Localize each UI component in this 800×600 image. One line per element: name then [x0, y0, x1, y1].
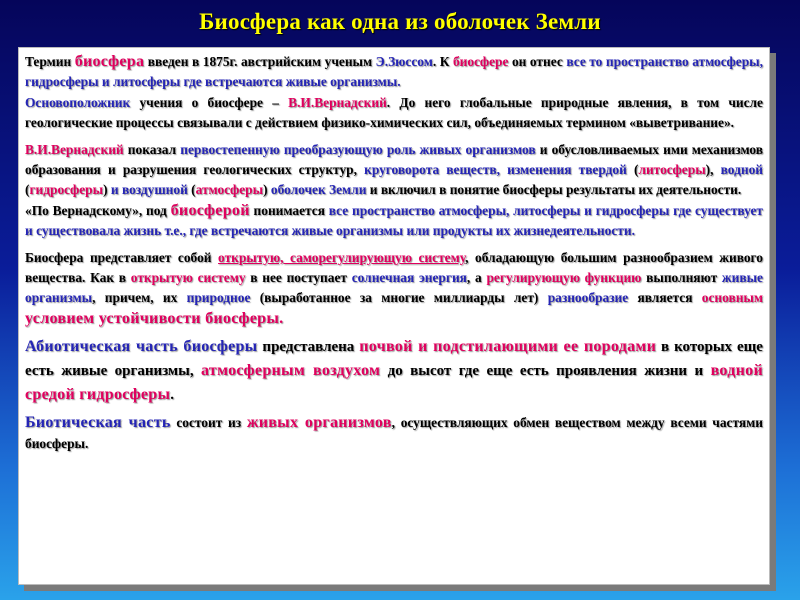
text-run: , обладающую большим разнообразием живого вещества. Как в [25, 249, 763, 286]
text-run: состоит из [170, 415, 247, 431]
paragraph-6 [25, 335, 763, 407]
paragraph-7 [25, 413, 763, 454]
text-run: Биосфера представляет собой [25, 249, 219, 265]
text-run: (выработанное за многие миллиарды лет) [250, 290, 548, 306]
text-run: открытую систему [130, 270, 246, 286]
text-run: биосфере [452, 54, 509, 69]
text-run: в которых еще есть живые организмы, [25, 339, 763, 380]
text-run: Э.Зюссом [375, 54, 433, 69]
text-run: «По Вернадскому», под [25, 202, 171, 218]
text-run: . К [432, 54, 453, 69]
text-box [18, 47, 770, 585]
text-run: ), [705, 162, 721, 178]
text-run: почвой и подстилающими ее породами [359, 338, 657, 356]
text-run: разнообразие [547, 290, 629, 306]
text-run: гидросферы [29, 182, 104, 198]
text-run: ( [626, 162, 639, 178]
text-run: открытую, саморегулирующую систему [218, 249, 466, 265]
text-run: солнечная энергия [351, 270, 467, 286]
paragraph-1 [25, 52, 763, 93]
text-run: ) [103, 182, 111, 198]
text-run: Абиотическая часть биосферы [25, 338, 258, 356]
text-run: понимается [249, 202, 329, 218]
text-run: биосферой [170, 201, 250, 219]
text-run: все то пространство атмосферы, гидросферы и литосферы где встречаются живые организмы. [25, 54, 763, 90]
text-run: ( [25, 182, 30, 198]
paragraph-list [25, 52, 763, 454]
text-run: до высот где еще есть проявления жизни и [380, 363, 711, 380]
text-run: все пространство атмосферы, литосферы и гидросферы где существует и существовала жизнь т.е., где встречаются живые организмы или продукты их жизнедеятельности. [25, 202, 763, 239]
text-run: живых организмов [246, 414, 392, 432]
text-run: атмосферным воздухом [201, 362, 381, 380]
text-run: круговорота веществ, изменения твердой [364, 162, 627, 178]
text-run: водной [720, 162, 763, 178]
text-run: В.И.Вернадский [25, 141, 124, 157]
text-run: , а [466, 270, 487, 286]
text-run: водной средой гидросферы [25, 362, 763, 404]
text-run: он отнес [508, 54, 567, 69]
text-run: . [170, 387, 174, 404]
text-run: Биотическая часть [25, 414, 171, 432]
text-run: и обусловливаемых ими механизмов образования и разрушения геологических структур, [25, 141, 763, 178]
text-run: показал [123, 141, 181, 157]
text-run: . До него глобальные природные явления, в том числе геологические процессы связывали с действием физико-химических сил, объединяемых термином «выветривание». [25, 94, 764, 131]
text-run: оболочек Земли [270, 182, 367, 198]
text-run: и включил в понятие биосферы результаты их деятельности. [366, 182, 742, 198]
text-run: первостепенную преобразующую роль живых организмов [180, 141, 536, 157]
text-run: ) [263, 182, 271, 198]
paragraph-4 [25, 201, 763, 242]
text-run: является [628, 290, 702, 306]
text-run: Термин [25, 54, 75, 69]
paragraph-5 [25, 248, 763, 330]
text-run: введен в 1875г. австрийским ученым [144, 54, 376, 69]
text-run: биосфера [74, 53, 145, 70]
text-run: литосферы [638, 162, 706, 178]
text-run: живые организмы [25, 270, 763, 306]
text-run: , осуществляющих обмен веществом между всеми частями биосферы. [25, 415, 763, 451]
text-run: атмосферы [195, 182, 264, 198]
text-run: регулирующую функцию [486, 270, 642, 286]
text-run: выполняют [641, 270, 722, 286]
text-run: Основоположник [25, 94, 131, 110]
text-run: учения о биосфере – [130, 94, 289, 110]
text-run: представлена [257, 339, 360, 356]
text-run: в нее поступает [245, 270, 352, 286]
text-run: основным [701, 290, 763, 306]
text-run: и воздушной [110, 182, 188, 198]
text-run: природное [186, 290, 251, 306]
text-run: условием устойчивости биосферы. [25, 309, 284, 327]
paragraph-2 [25, 93, 763, 134]
text-run: , причем, их [92, 290, 187, 306]
text-run: В.И.Вернадский [288, 94, 387, 110]
paragraph-3 [25, 140, 763, 201]
slide-title: Биосфера как одна из оболочек Земли [199, 9, 601, 34]
text-run: ( [187, 182, 196, 198]
